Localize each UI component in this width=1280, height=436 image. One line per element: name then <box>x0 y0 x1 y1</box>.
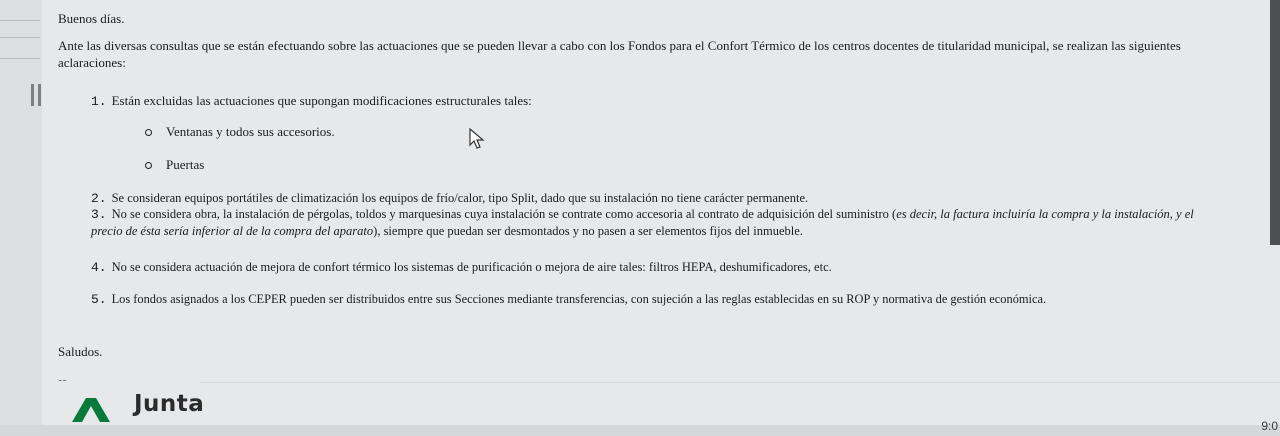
list-item <box>91 91 532 111</box>
closing: Saludos. <box>58 344 103 359</box>
list-item <box>91 290 1046 309</box>
list-item-text: Los fondos asignados a los CEPER pueden ser distribuidos entre sus Secciones mediante transferencias, con sujeción a las reglas establecidas en su ROP y normativa de gestión económica. <box>111 292 1047 306</box>
list-item-text: No se considera obra, la instalación de pérgolas, toldos y marquesinas cuya instalación se contrate como accesoria al contrato de adquisición del suministro ( <box>111 207 897 221</box>
list-item-text: Se consideran equipos portátiles de climatización los equipos de frío/calor, tipo Split, dado que su instalación no tiene carácter permanente. <box>111 191 809 205</box>
left-panel-divider <box>0 20 40 21</box>
junta-logo-icon <box>72 396 110 422</box>
sub-list-item <box>145 122 335 141</box>
left-panel-edge <box>0 0 42 436</box>
bullet-icon <box>145 129 152 136</box>
sub-list-item-text: Ventanas y todos sus accesorios. <box>166 124 335 139</box>
mouse-cursor-icon <box>468 128 486 150</box>
intro-paragraph: Ante las diversas consultas que se están efectuando sobre las actuaciones que se pueden llevar a cabo con los Fondos para el Confort Térmico de los centros docentes de titularidad municipal, se realizan las siguientes aclaraciones: <box>58 38 1181 70</box>
taskbar-clock: 9:0 <box>1261 419 1278 433</box>
panel-resize-handle[interactable] <box>31 84 41 106</box>
list-item-number: 2. <box>91 191 107 206</box>
list-item <box>91 206 1201 240</box>
sub-list-item-text: Puertas <box>166 157 205 172</box>
list-item-italic-text: es decir, la factura incluiría la compra y la instalación, y el precio de ésta sería inferior al de la compra del aparato <box>91 207 1194 238</box>
list-item-text: Están excluidas las actuaciones que supongan modificaciones estructurales tales: <box>111 93 532 108</box>
taskbar <box>0 425 1280 436</box>
sub-list-item <box>145 155 204 174</box>
left-panel-divider <box>0 37 40 38</box>
list-item <box>91 258 832 277</box>
divider <box>200 382 1280 383</box>
list-item-number: 4. <box>91 260 107 275</box>
greeting: Buenos días. <box>58 11 125 26</box>
scrollbar-thumb[interactable] <box>1270 0 1280 245</box>
list-item-number: 1. <box>91 94 107 109</box>
left-panel-divider <box>0 58 40 59</box>
list-item-number: 3. <box>91 207 107 222</box>
signature-logo-text: Junta <box>134 391 205 417</box>
list-item-text: No se considera actuación de mejora de confort térmico los sistemas de purificación o mejora de aire tales: filtros HEPA, deshumificadores, etc. <box>111 260 832 274</box>
bullet-icon <box>145 162 152 169</box>
list-item-text: ), siempre que puedan ser desmontados y no pasen a ser elementos fijos del inmueble. <box>373 224 803 238</box>
signature-separator: -- <box>58 372 67 387</box>
list-item-number: 5. <box>91 292 107 307</box>
